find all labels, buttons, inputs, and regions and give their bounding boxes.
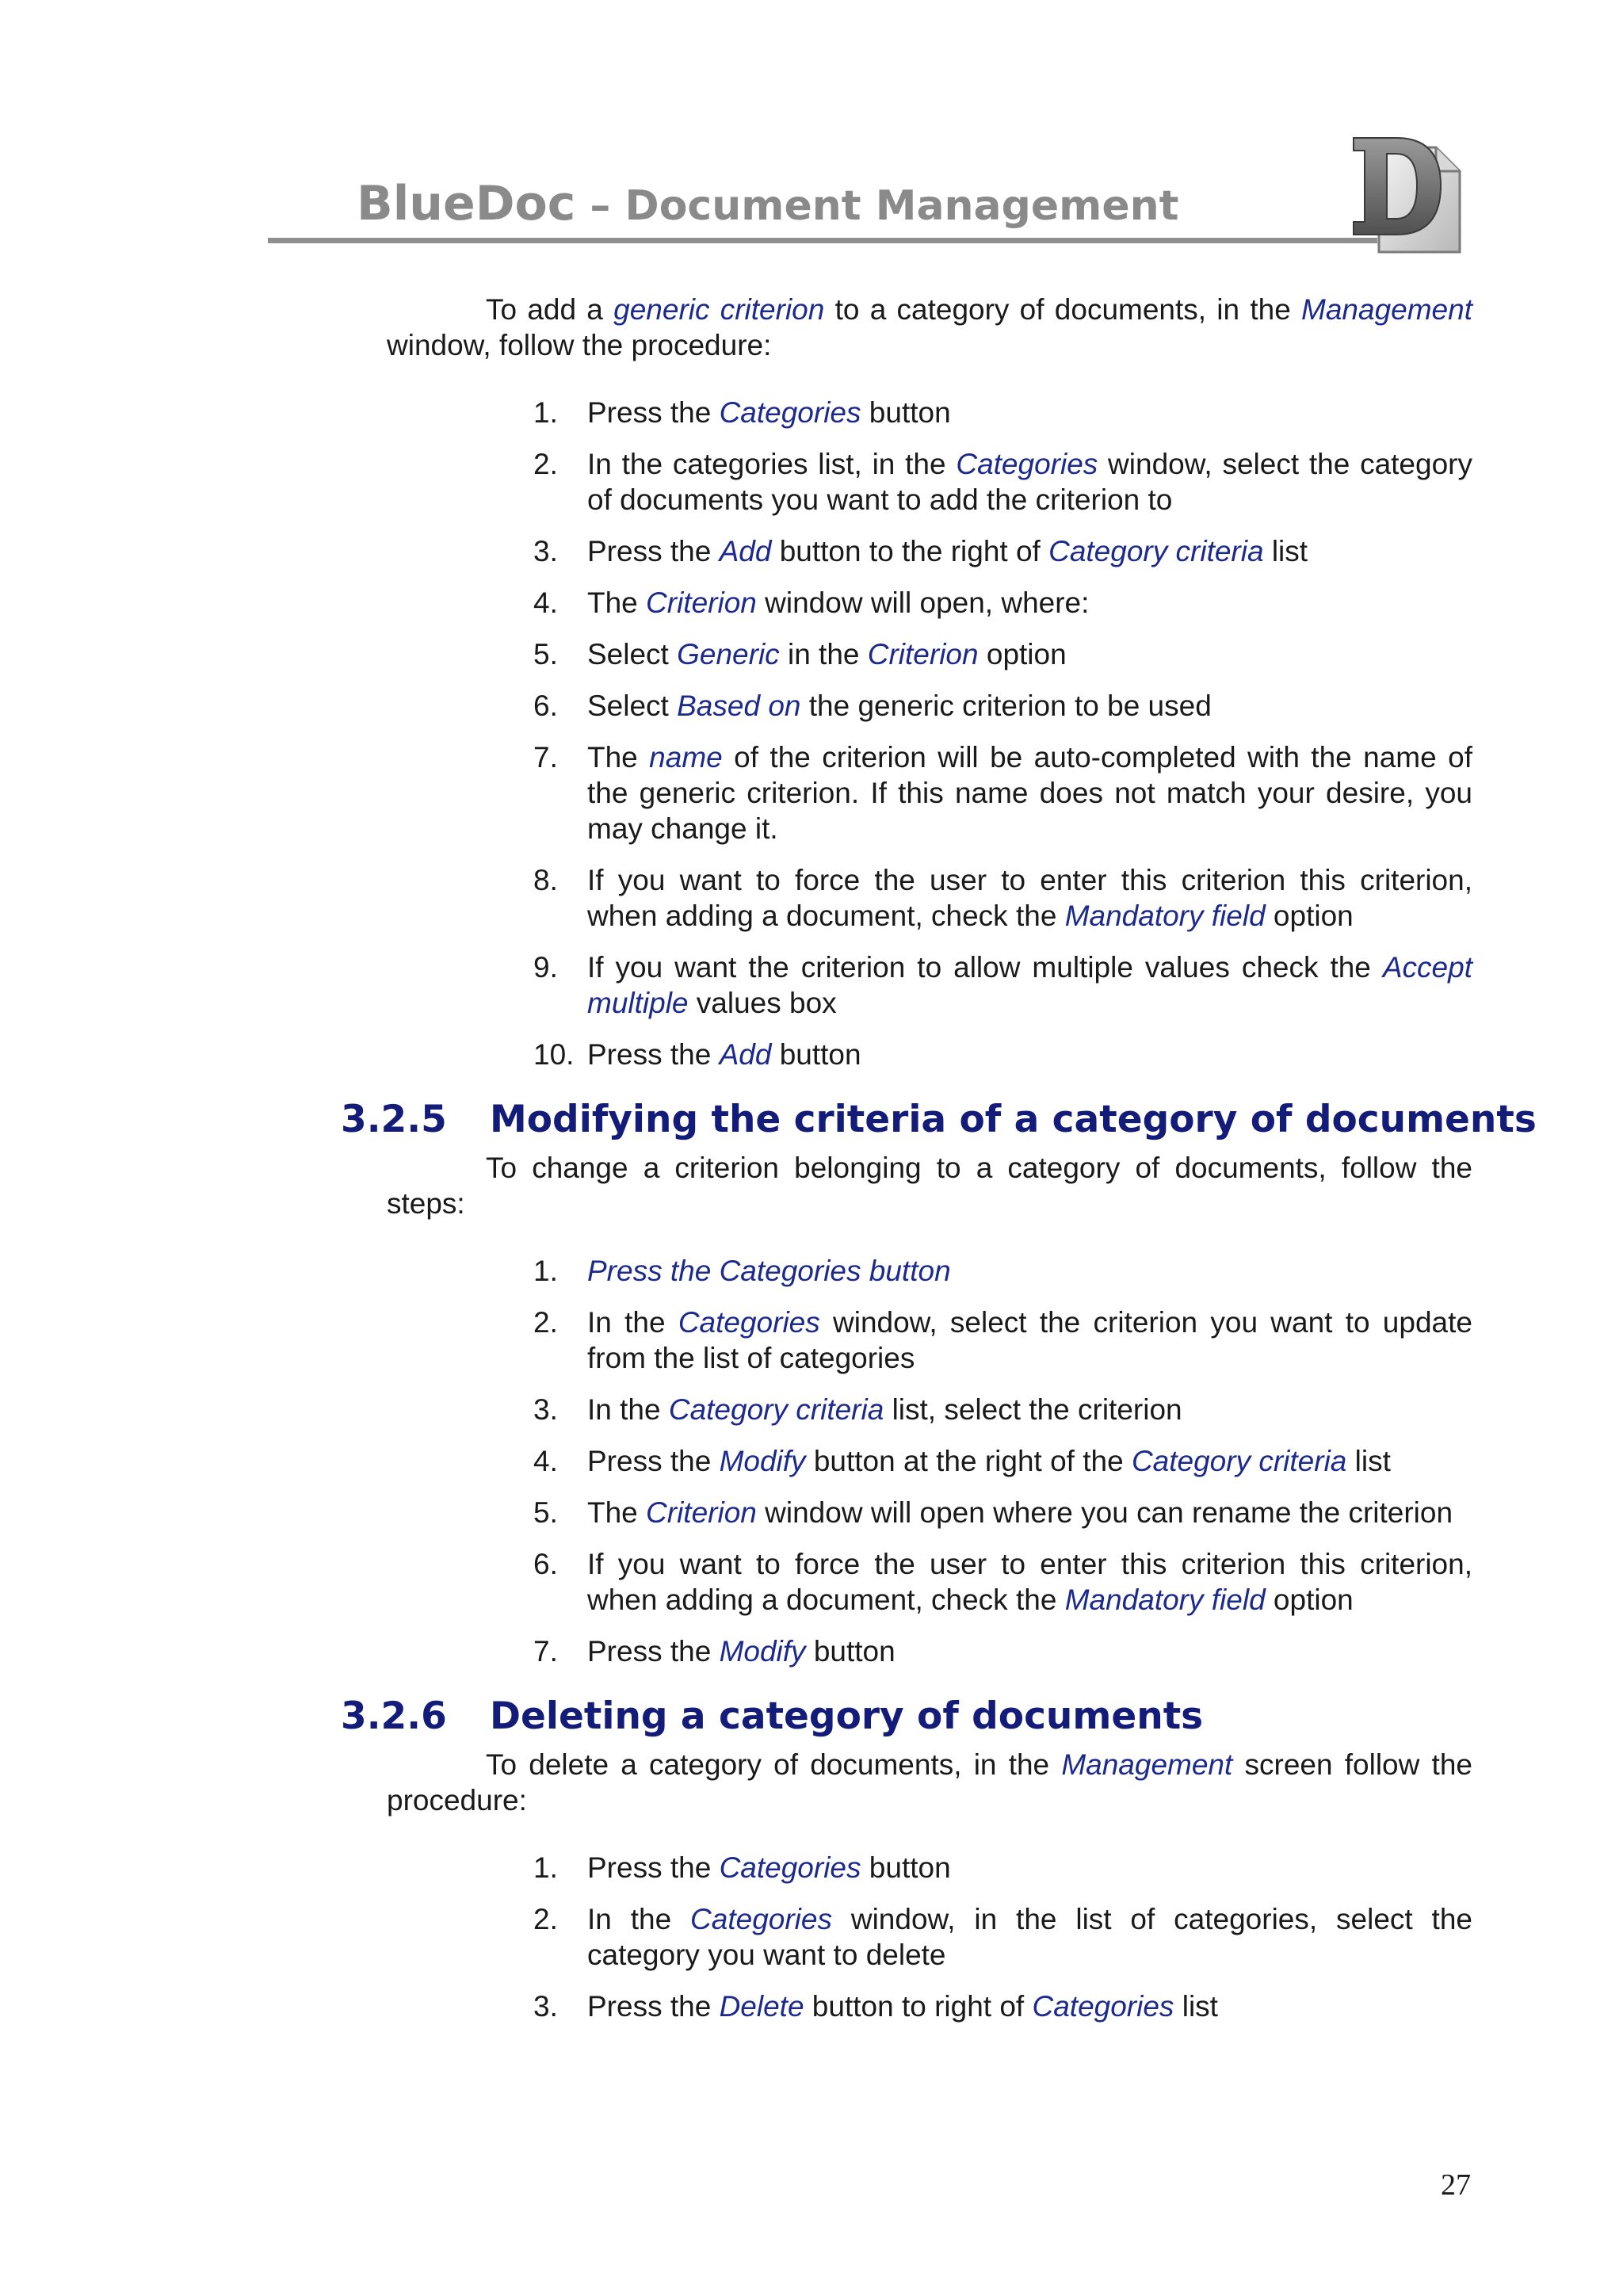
header-brand: BlueDoc (357, 176, 576, 231)
term: Criterion (646, 1496, 757, 1529)
text: to a category of documents, in the (824, 293, 1302, 326)
text: window, select the category of documents you want to add the criterion to (587, 448, 1472, 516)
term: Add (719, 1038, 772, 1071)
term: Category criteria (1131, 1445, 1347, 1477)
text: Press the (587, 1990, 720, 2023)
list-item (533, 862, 1472, 934)
term: Add (719, 535, 772, 567)
text: In the (587, 1903, 691, 1935)
section-number: 3.2.5 (341, 1098, 447, 1141)
term-management: Management (1061, 1748, 1233, 1781)
text: screen follow the procedure: (387, 1748, 1472, 1817)
step-number: 6. (533, 1548, 558, 1580)
list-item (533, 1633, 1472, 1669)
term: Modify (719, 1635, 806, 1668)
text: window will open where you can rename the criterion (756, 1496, 1453, 1529)
term: Mandatory field (1064, 900, 1266, 932)
list-item (533, 636, 1472, 672)
text: If you want to force the user to enter this criterion this criterion, when adding a document, check the (587, 864, 1472, 932)
step-number: 7. (533, 741, 558, 774)
term: Criterion (867, 638, 979, 670)
steps-delete-category (387, 1850, 1472, 2024)
term: Mandatory field (1064, 1584, 1266, 1616)
text: list (1263, 535, 1308, 567)
text: window, select the criterion you want to update from the list of categories (587, 1306, 1472, 1374)
step-number: 3. (533, 1393, 558, 1426)
text: In the (587, 1306, 678, 1339)
term: Press the Categories button (587, 1255, 951, 1287)
text: button (771, 1038, 861, 1071)
list-item (533, 1253, 1472, 1289)
text: The (587, 586, 647, 619)
text: If you want the criterion to allow multiple values check the (587, 951, 1383, 984)
page-content (341, 292, 1537, 2040)
text: window will open, where: (756, 586, 1090, 619)
step-number: 1. (533, 1851, 558, 1884)
intro-add-generic-criterion (387, 292, 1472, 363)
step-number: 9. (533, 951, 558, 984)
list-item (533, 1988, 1472, 2024)
text: To change a criterion belonging to a category of documents, follow the steps: (387, 1152, 1472, 1220)
list-item (533, 1305, 1472, 1376)
text: In the (587, 1393, 669, 1426)
text: option (978, 638, 1067, 670)
term: Criterion (646, 586, 757, 619)
document-header (357, 176, 1178, 231)
text: To add a (486, 293, 614, 326)
list-item (533, 533, 1472, 569)
list-item (533, 1901, 1472, 1973)
text: of the criterion will be auto-completed with the name of the generic criterion. If this name does not match your desire, you may change it. (587, 741, 1472, 845)
list-item (533, 585, 1472, 621)
text: button (861, 1851, 951, 1884)
list-item (533, 1392, 1472, 1427)
text: Press the (587, 396, 720, 429)
text: The (587, 741, 650, 774)
header-rule (268, 238, 1377, 243)
step-number: 7. (533, 1635, 558, 1668)
term: Categories (678, 1306, 820, 1339)
term: Generic (677, 638, 780, 670)
text: button to the right of (771, 535, 1049, 567)
text: If you want to force the user to enter this criterion this criterion, when adding a document, check the (587, 1548, 1472, 1616)
term: Categories (1032, 1990, 1174, 2023)
text: button (861, 396, 951, 429)
page-number: 27 (1441, 2168, 1471, 2202)
text: button (805, 1635, 896, 1668)
step-number: 2. (533, 1903, 558, 1935)
step-number: 1. (533, 396, 558, 429)
text: list (1174, 1990, 1218, 2023)
text: To delete a category of documents, in the (486, 1748, 1062, 1781)
step-number: 10. (533, 1038, 575, 1071)
text: In the categories list, in the (587, 448, 957, 480)
text: Press the (587, 1635, 720, 1668)
text: Select (587, 690, 678, 722)
list-item (533, 446, 1472, 518)
header-subtitle: Document Management (624, 182, 1179, 230)
text: list, select the criterion (884, 1393, 1182, 1426)
list-item (533, 739, 1472, 846)
list-item (533, 1443, 1472, 1479)
step-number: 5. (533, 1496, 558, 1529)
list-item (533, 1546, 1472, 1618)
text: list (1346, 1445, 1391, 1477)
steps-modify-criterion (387, 1253, 1472, 1669)
step-number: 4. (533, 1445, 558, 1477)
steps-add-generic-criterion (387, 395, 1472, 1072)
term: Delete (719, 1990, 804, 2023)
text: values box (688, 987, 837, 1019)
text: button to right of (804, 1990, 1033, 2023)
text: Select (587, 638, 678, 670)
term: Categories (719, 396, 861, 429)
term: name (649, 741, 723, 774)
term: Categories (690, 1903, 832, 1935)
term: Modify (719, 1445, 806, 1477)
term-generic-criterion: generic criterion (613, 293, 825, 326)
term: Category criteria (668, 1393, 884, 1426)
term: Categories (956, 448, 1098, 480)
bluedoc-d-logo-icon (1347, 133, 1466, 256)
text: Press the (587, 1038, 720, 1071)
term: Category criteria (1048, 535, 1264, 567)
text: option (1265, 900, 1354, 932)
list-item (533, 1037, 1472, 1072)
term: Categories (719, 1851, 861, 1884)
step-number: 3. (533, 535, 558, 567)
list-item (533, 395, 1472, 430)
section-heading-3-2-6 (341, 1693, 1472, 1740)
text: option (1265, 1584, 1354, 1616)
text: window, in the list of categories, select the category you want to delete (587, 1903, 1472, 1971)
header-dash: – (575, 182, 625, 230)
list-item (533, 949, 1472, 1021)
section-title: Modifying the criteria of a category of documents (490, 1098, 1537, 1141)
text: Press the (587, 1851, 720, 1884)
step-number: 5. (533, 638, 558, 670)
step-number: 1. (533, 1255, 558, 1287)
text: in the (779, 638, 868, 670)
intro-delete-category (387, 1747, 1472, 1818)
step-number: 2. (533, 448, 558, 480)
intro-modify-criterion (387, 1150, 1472, 1221)
text: window, follow the procedure: (387, 329, 772, 361)
list-item (533, 1850, 1472, 1885)
section-heading-3-2-5 (341, 1096, 1537, 1144)
text: the generic criterion to be used (800, 690, 1212, 722)
term: Based on (677, 690, 801, 722)
text: button at the right of the (805, 1445, 1132, 1477)
step-number: 3. (533, 1990, 558, 2023)
step-number: 6. (533, 690, 558, 722)
step-number: 8. (533, 864, 558, 896)
term-management: Management (1301, 293, 1472, 326)
text: The (587, 1496, 647, 1529)
list-item (533, 1495, 1472, 1530)
step-number: 2. (533, 1306, 558, 1339)
term: Accept multiple (587, 951, 1472, 1019)
text: Press the (587, 535, 720, 567)
section-title: Deleting a category of documents (490, 1694, 1204, 1738)
list-item (533, 688, 1472, 724)
section-number: 3.2.6 (341, 1694, 447, 1738)
step-number: 4. (533, 586, 558, 619)
text: Press the (587, 1445, 720, 1477)
